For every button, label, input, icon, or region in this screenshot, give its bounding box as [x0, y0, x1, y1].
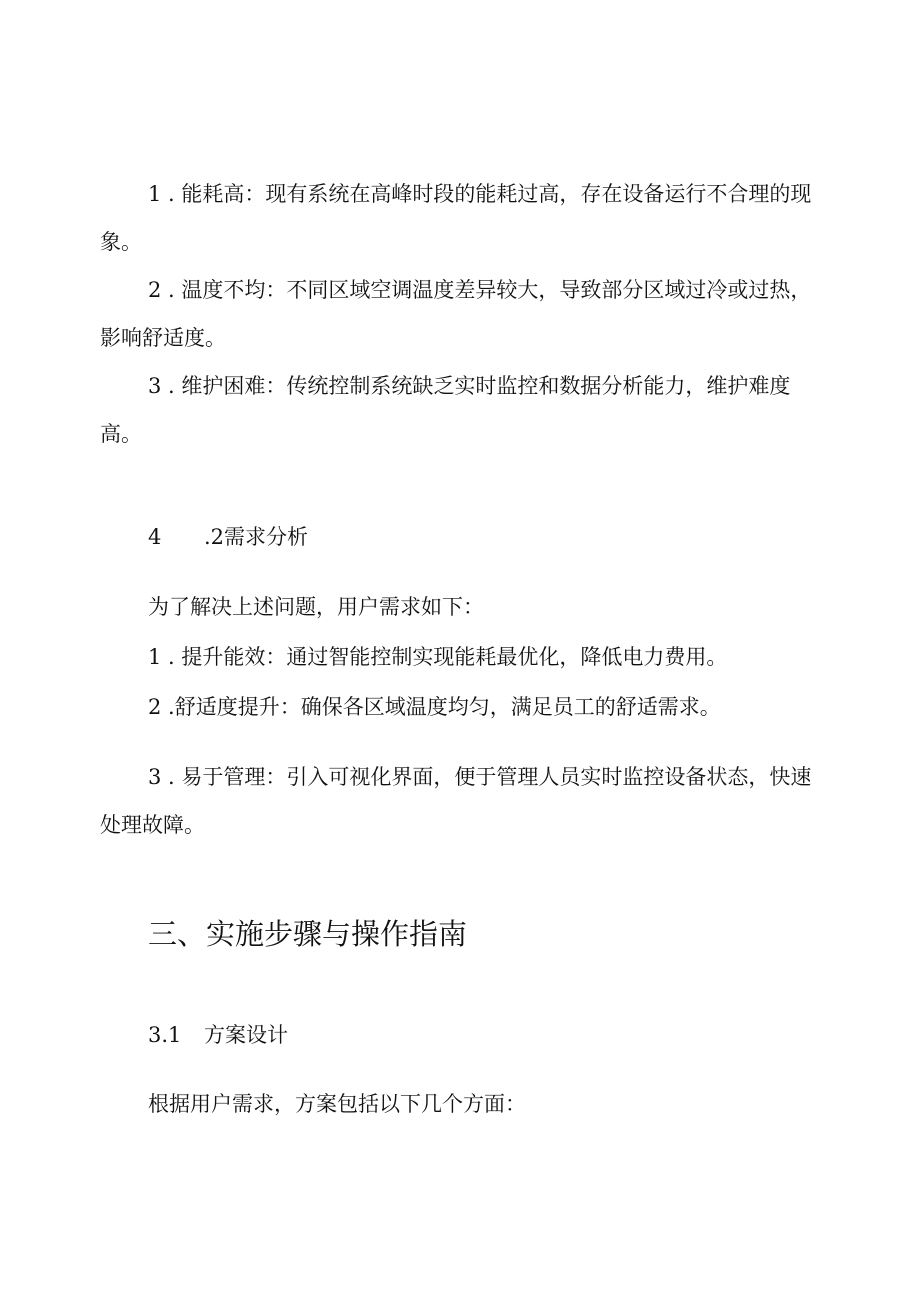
section-heading-requirements	[148, 513, 308, 561]
problem-item-maintenance: 3 . 维护困难：传统控制系统缺乏实时监控和数据分析能力，维护难度高。	[100, 374, 791, 446]
requirement-item-comfort: 2 .舒适度提升：确保各区域温度均匀，满足员工的舒适需求。	[148, 695, 721, 719]
subsection-heading-design	[148, 1011, 288, 1059]
subsection-number: 3.1	[148, 1023, 182, 1047]
problem-item-energy: 1 . 能耗高：现有系统在高峰时段的能耗过高，存在设备运行不合理的现象。	[100, 182, 812, 254]
subsection-title: 方案设计	[204, 1023, 288, 1047]
section-title: .2需求分析	[204, 525, 309, 549]
section-number: 4	[148, 525, 162, 549]
requirements-intro: 为了解决上述问题，用户需求如下：	[148, 595, 484, 619]
design-intro: 根据用户需求，方案包括以下几个方面：	[148, 1092, 526, 1116]
requirement-item-management: 3 . 易于管理：引入可视化界面，便于管理人员实时监控设备状态，快速处理故障。	[100, 765, 812, 837]
chapter-heading: 三、实施步骤与操作指南	[148, 917, 468, 951]
problem-item-temperature: 2 . 温度不均：不同区域空调温度差异较大，导致部分区域过冷或过热，影响舒适度。	[100, 278, 812, 350]
requirement-item-efficiency: 1 . 提升能效：通过智能控制实现能耗最优化，降低电力费用。	[148, 645, 728, 669]
